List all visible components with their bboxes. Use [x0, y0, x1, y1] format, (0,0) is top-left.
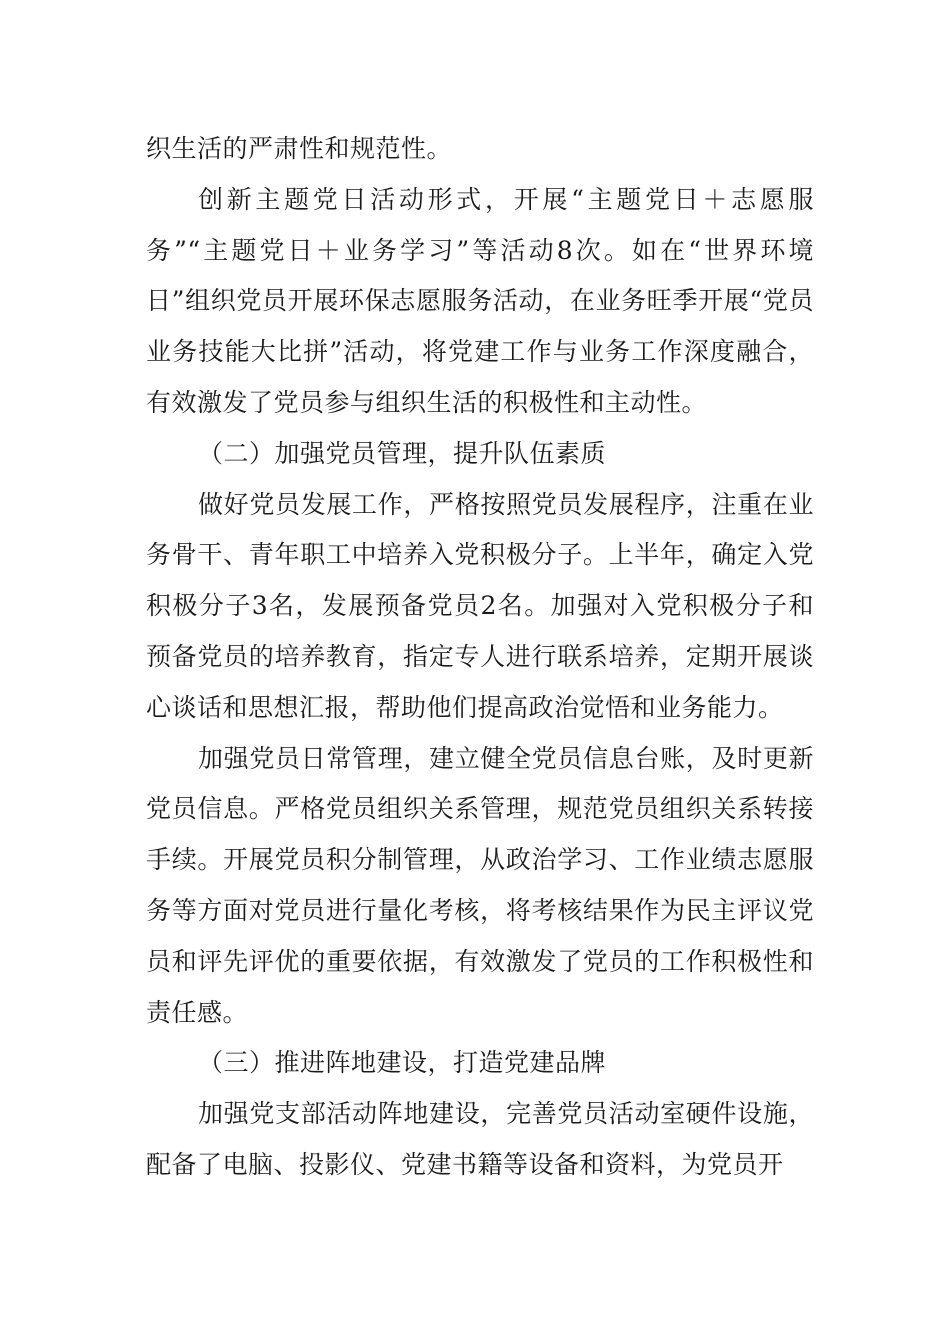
paragraph-member-development: 做好党员发展工作，严格按照党员发展程序，注重在业务骨干、青年职工中培养入党积极分子。上半年，确定入党积极分子3名，发展预备党员2名。加强对入党积极分子和预备党员的培养教育，指定专人进行联系培养，定期开展谈心谈话和思想汇报，帮助他们提高政治觉悟和业务能力。 [146, 489, 814, 722]
document-body [146, 124, 814, 1191]
paragraph-daily-management: 加强党员日常管理，建立健全党员信息台账，及时更新党员信息。严格党员组织关系管理，规范党员组织关系转接手续。开展党员积分制管理，从政治学习、工作业绩志愿服务等方面对党员进行量化考核，将考核结果作为民主评议党员和评先评优的重要依据，有效激发了党员的工作积极性和责任感。 [146, 743, 814, 1027]
paragraph-theme-party-day: 创新主题党日活动形式，开展“主题党日＋志愿服务”“主题党日＋业务学习”等活动8次。如在“世界环境日”组织党员开展环保志愿服务活动，在业务旺季开展“党员业务技能大比拼”活动，将党建工作与业务工作深度融合，有效激发了党员参与组织生活的积极性和主动性。 [146, 184, 814, 417]
section-heading-2: （二）加强党员管理，提升队伍素质 [198, 438, 607, 468]
paragraph-continuation: 织生活的严肃性和规范性。 [146, 134, 453, 163]
section-heading-3: （三）推进阵地建设，打造党建品牌 [198, 1048, 607, 1078]
paragraph-position-building: 加强党支部活动阵地建设，完善党员活动室硬件设施，配备了电脑、投影仪、党建书籍等设备和资料，为党员开 [146, 1099, 814, 1179]
